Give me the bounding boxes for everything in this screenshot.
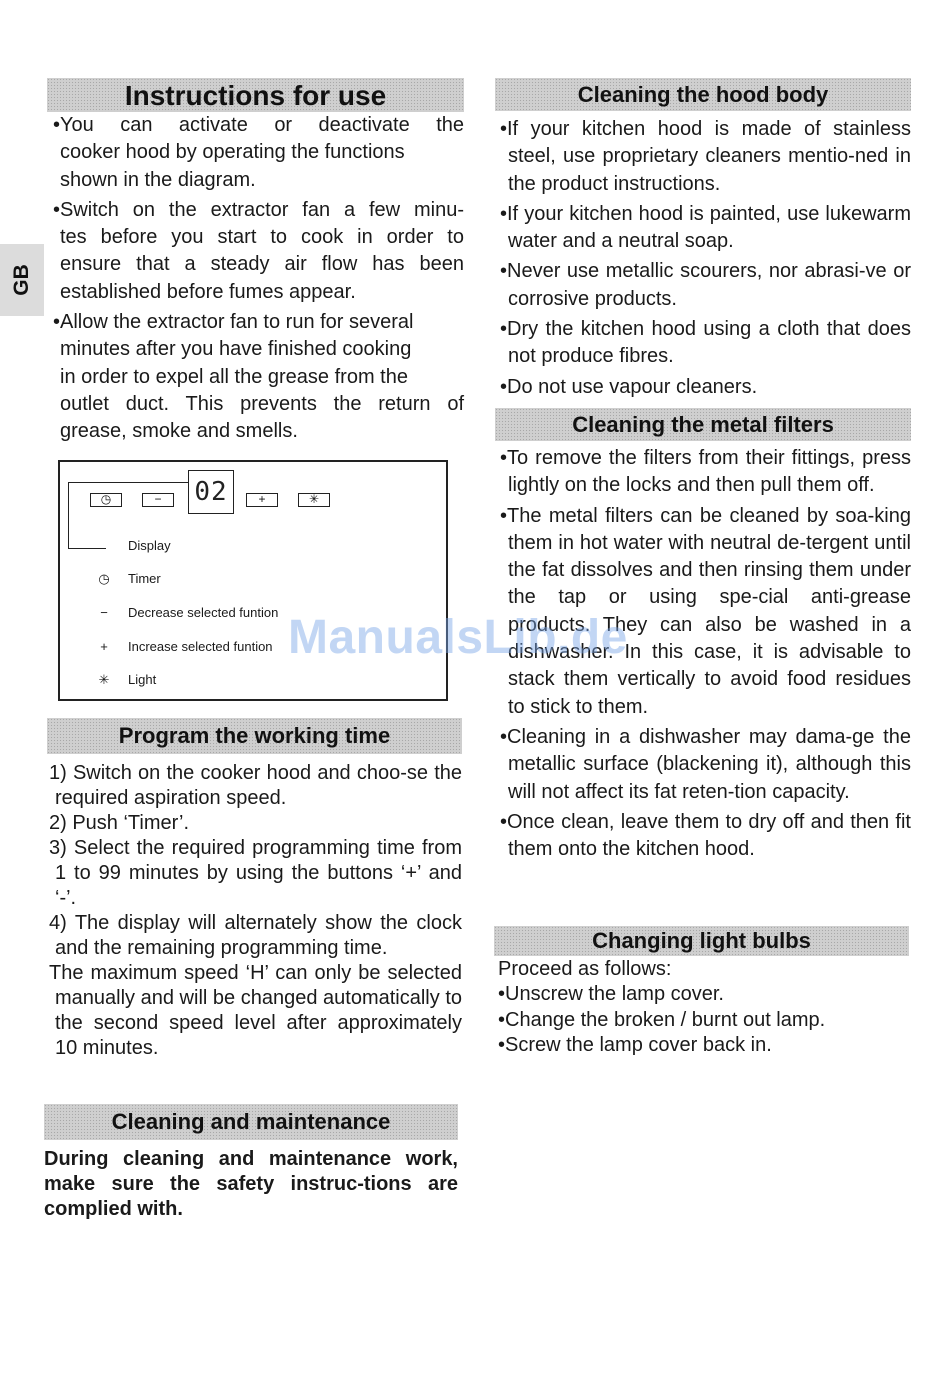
instructions-line: outlet duct. This prevents the return of [60, 392, 464, 415]
legend-display [60, 538, 440, 558]
metal-filters-bullet: •Cleaning in a dishwasher may dama-ge the metallic surface (blackening it), although this will not affect its fat reten-tion capacity. [500, 725, 911, 803]
legend-label: Timer [128, 571, 161, 586]
maintenance-text: During cleaning and maintenance work, make sure the safety instruc-tions are complied with. [44, 1148, 458, 1220]
program-steps [47, 761, 462, 1061]
instructions-line: grease, smoke and smells. [60, 420, 298, 443]
bulbs-line: •Change the broken / burnt out lamp. [498, 1008, 826, 1031]
language-tab [0, 244, 44, 316]
maintenance-section [44, 1104, 458, 1222]
program-step: 4) The display will alternately show the clock and the remaining programming time. [49, 912, 462, 959]
left-column [47, 78, 464, 446]
metal-filters-heading: Cleaning the metal filters [495, 408, 911, 441]
instructions-line: established before fumes appear. [60, 280, 356, 303]
minus-button: − [142, 493, 174, 507]
metal-filters-bullet: •Once clean, leave them to dry off and then fit them onto the kitchen hood. [500, 810, 911, 861]
program-section [47, 718, 462, 1061]
language-tab-label: GB [10, 264, 33, 296]
timer-icon: ◷ [98, 571, 110, 586]
instructions-line: •Switch on the extractor fan a few minu- [53, 198, 464, 221]
diagram-bracket-top [68, 482, 188, 483]
hood-body-section [495, 78, 911, 401]
hood-body-bullet: •Do not use vapour cleaners. [500, 375, 758, 398]
program-heading: Program the working time [47, 718, 462, 754]
plus-button: + [246, 493, 278, 507]
bulbs-line: •Screw the lamp cover back in. [498, 1033, 772, 1056]
legend-light [60, 672, 440, 692]
legend-timer [60, 571, 440, 591]
bulbs-section [494, 926, 909, 1058]
instructions-line: shown in the diagram. [60, 168, 256, 191]
bulbs-line: •Unscrew the lamp cover. [498, 983, 724, 1006]
instructions-line: minutes after you have finished cooking [60, 338, 412, 361]
hood-body-bullet: •Dry the kitchen hood using a cloth that does not produce fibres. [500, 318, 911, 368]
minus-icon: − [100, 605, 108, 620]
metal-filters-bullet: •The metal filters can be cleaned by soa-king them in hot water with neutral de-tergent until the fat dissolves and then rinsing them under the tap or using spe-cial anti-grease products. They can also be washed in a dishwasher. In this case, it is advisable to stack them vertically to avoid food residues to stick to them. [500, 504, 911, 718]
legend-label: Light [128, 672, 157, 687]
instructions-line: •You can activate or deactivate the [53, 114, 464, 136]
legend-label: Decrease selected funtion [128, 605, 279, 620]
instructions-line: •Allow the extractor fan to run for several [53, 311, 414, 334]
legend-label: Display [128, 538, 171, 553]
display-readout: 02 [188, 470, 234, 514]
program-step: 2) Push ‘Timer’. [49, 812, 190, 834]
bulbs-text [494, 957, 909, 1058]
hood-body-bullet: •Never use metallic scourers, nor abrasi-ve or corrosive products. [500, 260, 911, 310]
light-button: ✳ [298, 493, 330, 507]
hood-body-heading: Cleaning the hood body [495, 78, 911, 111]
light-icon: ✳ [98, 672, 110, 687]
hood-body-bullet: •If your kitchen hood is painted, use lukewarm water and a neutral soap. [500, 202, 911, 253]
timer-button: ◷ [90, 493, 122, 507]
instructions-heading: Instructions for use [47, 78, 464, 112]
instructions-line: in order to expel all the grease from the [60, 365, 408, 388]
program-note: The maximum speed ‘H’ can only be selected manually and will be changed automatically to the second speed level after approximately 10 minutes. [49, 962, 462, 1059]
instructions-line: tes before you start to cook in order to [60, 226, 464, 249]
maintenance-heading: Cleaning and maintenance [44, 1104, 458, 1140]
bulbs-heading: Changing light bulbs [494, 926, 909, 956]
program-step: 3) Select the required programming time from 1 to 99 minutes by using the buttons ‘+’ and ‘-’. [49, 837, 462, 909]
metal-filters-bullet: •To remove the filters from their fittings, press lightly on the locks and then pull them off. [500, 447, 911, 497]
instructions-line: cooker hood by operating the functions [60, 141, 405, 164]
program-step: 1) Switch on the cooker hood and choo-se the required aspiration speed. [49, 762, 462, 809]
instructions-line: ensure that a steady air flow has been [60, 253, 464, 276]
bulbs-line: Proceed as follows: [498, 958, 672, 980]
watermark: ManualsLib.de [288, 611, 628, 664]
legend-label: Increase selected funtion [128, 639, 273, 654]
hood-body-bullet: •If your kitchen hood is made of stainless steel, use proprietary cleaners mentio-ned in the product instructions. [500, 118, 911, 195]
instructions-text [47, 112, 464, 446]
plus-icon: + [100, 639, 108, 654]
hood-body-text [495, 116, 911, 401]
